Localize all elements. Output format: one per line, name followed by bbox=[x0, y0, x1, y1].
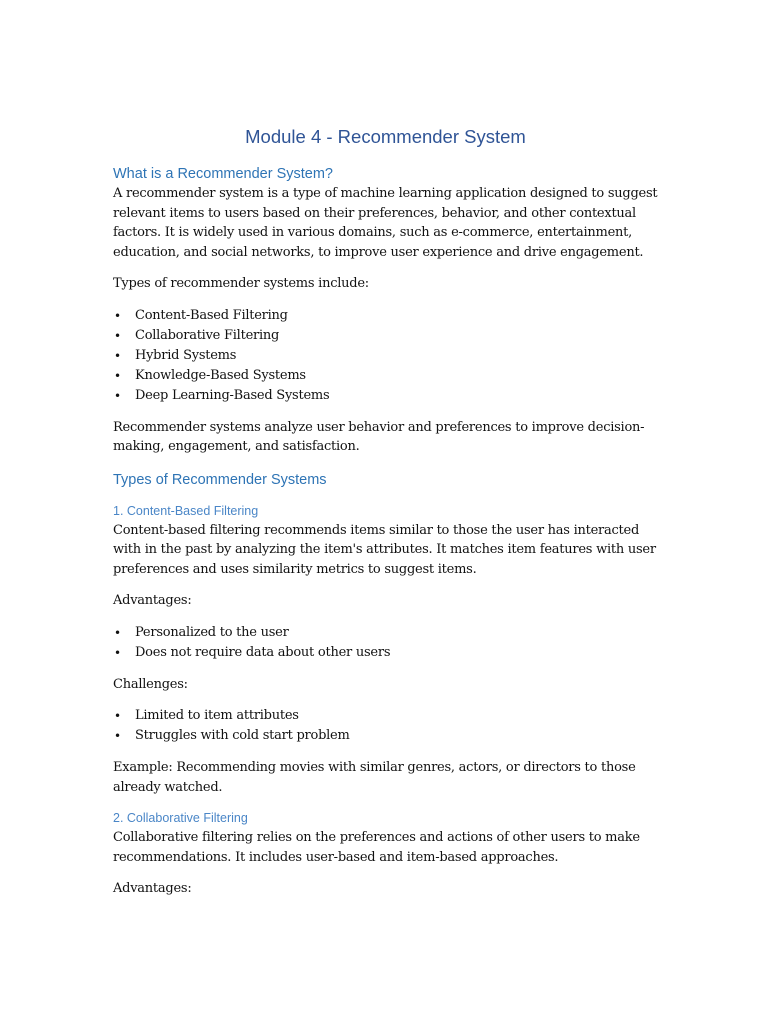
content-based-challenges-label: Challenges: bbox=[113, 676, 188, 692]
list-item: • Personalized to the user bbox=[113, 623, 658, 643]
bullet-icon: • bbox=[114, 308, 121, 323]
list-item: • Knowledge-Based Systems bbox=[113, 366, 658, 386]
collaborative-advantages-label: Advantages: bbox=[113, 881, 192, 896]
content-based-advantages-list bbox=[113, 623, 658, 663]
subheading-collaborative: 2. Collaborative Filtering bbox=[113, 811, 248, 825]
bullet-icon: • bbox=[114, 645, 121, 660]
content-based-description: Content-based filtering recommends items similar to those the user has interacted with in the past by analyzing the item's attributes. It matches item features with user preferences and uses similarity metrics to suggest items. bbox=[113, 522, 656, 577]
types-intro-paragraph: Types of recommender systems include: bbox=[113, 276, 369, 291]
bullet-icon: • bbox=[114, 348, 121, 363]
bullet-icon: • bbox=[114, 328, 121, 343]
summary-paragraph: Recommender systems analyze user behavior and preferences to improve decision-making, engagement, and satisfaction. bbox=[113, 419, 645, 454]
section-heading-what-is: What is a Recommender System? bbox=[113, 166, 333, 182]
bullet-icon: • bbox=[114, 388, 121, 403]
page-title: Module 4 - Recommender System bbox=[245, 126, 526, 147]
section-heading-types: Types of Recommender Systems bbox=[113, 471, 327, 488]
bullet-icon: • bbox=[114, 625, 121, 640]
bullet-icon: • bbox=[114, 709, 121, 723]
types-list bbox=[113, 306, 658, 406]
content-based-example: Example: Recommending movies with similar genres, actors, or directors to those already watched. bbox=[113, 760, 636, 795]
intro-paragraph: A recommender system is a type of machine learning application designed to suggest relevant items to users based on their preferences, behavior, and other contextual factors. It is widely used in various domains, such as e-commerce, entertainment, education, and social networks, to improve user experience and drive engagement. bbox=[113, 186, 658, 260]
content-based-advantages-label: Advantages: bbox=[113, 593, 192, 608]
collaborative-description: Collaborative filtering relies on the preferences and actions of other users to make recommendations. It includes user-based and item-based approaches. bbox=[113, 830, 640, 865]
document-page bbox=[113, 124, 658, 911]
list-item: • Content-Based Filtering bbox=[113, 306, 658, 326]
list-item: • Does not require data about other users bbox=[113, 643, 658, 663]
list-item: • Deep Learning-Based Systems bbox=[113, 386, 658, 406]
bullet-icon: • bbox=[114, 729, 121, 743]
list-item: • Collaborative Filtering bbox=[113, 326, 658, 346]
list-item: • Hybrid Systems bbox=[113, 346, 658, 366]
content-based-challenges-list bbox=[113, 706, 658, 746]
subheading-content-based: 1. Content-Based Filtering bbox=[113, 503, 259, 518]
list-item: • Limited to item attributes bbox=[113, 706, 658, 726]
bullet-icon: • bbox=[114, 368, 121, 383]
list-item: • Struggles with cold start problem bbox=[113, 726, 658, 746]
